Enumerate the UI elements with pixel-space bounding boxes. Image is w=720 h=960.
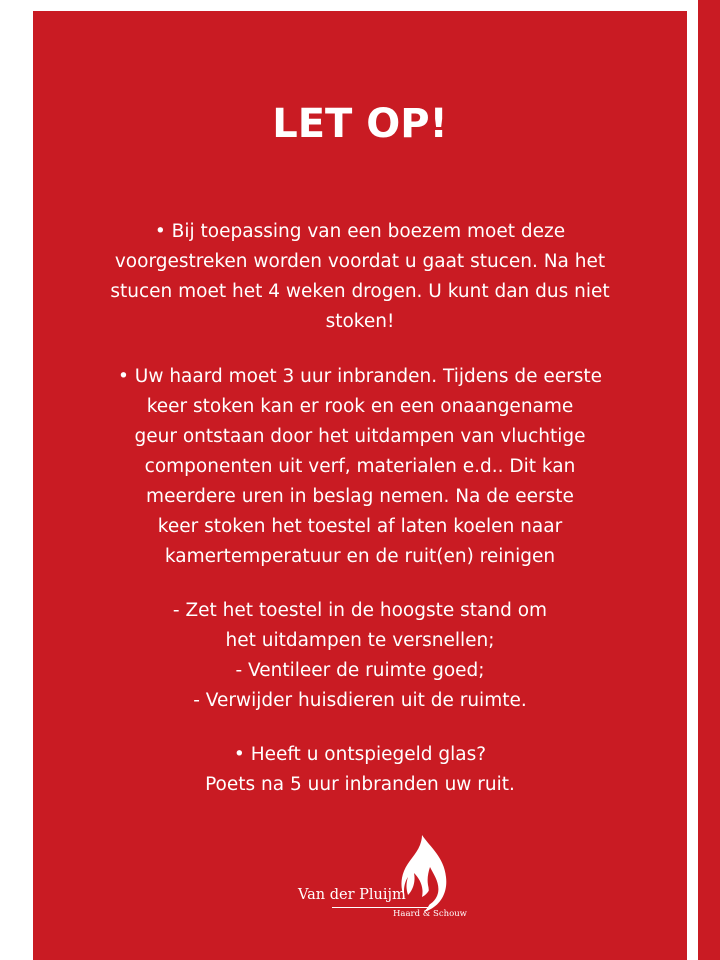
flame-icon	[400, 833, 452, 913]
page-title: LET OP!	[272, 101, 448, 147]
notice-line: keer stoken het toestel af laten koelen naar	[157, 516, 563, 537]
notice-line: voorgestreken worden voordat u gaat stucen. Na het	[114, 251, 606, 272]
tips-list	[53, 596, 667, 716]
notice-line: • Uw haard moet 3 uur inbranden. Tijdens de eerste	[117, 366, 602, 387]
tip-line: - Ventileer de ruimte goed;	[235, 660, 485, 681]
tip-line: - Verwijder huisdieren uit de ruimte.	[193, 690, 527, 711]
brand-logo	[298, 833, 467, 925]
brand-name: Van der Pluijm	[298, 887, 406, 903]
tip-line: het uitdampen te versnellen;	[225, 630, 495, 651]
right-edge-strip	[698, 0, 720, 960]
notice-panel	[33, 11, 687, 960]
notice-inbranden	[53, 362, 667, 572]
notice-line: geur ontstaan door het uitdampen van vluchtige	[134, 426, 586, 447]
notice-line: stoken!	[325, 311, 395, 332]
notice-line: stucen moet het 4 weken drogen. U kunt dan dus niet	[110, 281, 610, 302]
notice-line: • Heeft u ontspiegeld glas?	[233, 744, 487, 765]
tip-line: - Zet het toestel in de hoogste stand om	[172, 600, 548, 621]
notice-glas	[53, 740, 667, 800]
notice-line: meerdere uren in beslag nemen. Na de eerste	[146, 486, 574, 507]
notice-line: componenten uit verf, materialen e.d.. Dit kan	[144, 456, 576, 477]
notice-line: • Bij toepassing van een boezem moet deze	[154, 221, 566, 242]
brand-divider	[332, 907, 432, 908]
notice-line: Poets na 5 uur inbranden uw ruit.	[205, 774, 515, 795]
notice-line: kamertemperatuur en de ruit(en) reinigen	[164, 546, 556, 567]
brand-subtitle: Haard & Schouw	[393, 909, 467, 919]
notice-line: keer stoken kan er rook en een onaangename	[146, 396, 574, 417]
notice-boezem	[53, 217, 667, 337]
